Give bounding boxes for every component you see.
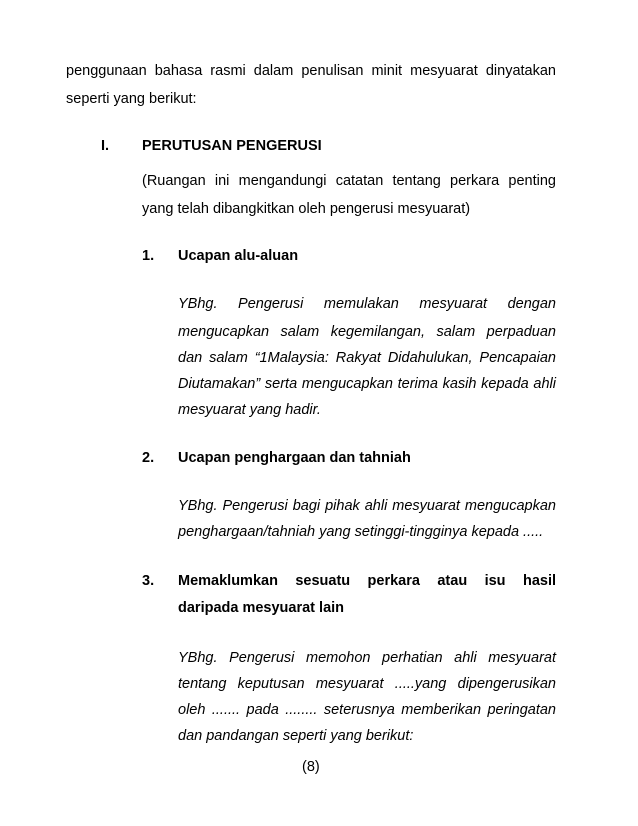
item-title: daripada mesyuarat lain <box>178 600 345 616</box>
item-body-line: tentang keputusan mesyuarat .....yang dipengerusikan <box>178 676 556 692</box>
item-body-line: YBhg. Pengerusi memohon perhatian ahli mesyuarat <box>178 650 556 666</box>
section-numeral: I. <box>101 138 110 154</box>
item-body-line: mengucapkan salam kegemilangan, salam perpaduan <box>178 324 556 340</box>
item-body-line: dan pandangan seperti yang berikut: <box>178 728 414 744</box>
item-body-line: dan salam “1Malaysia: Rakyat Didahulukan, Pencapaian <box>178 350 556 366</box>
item-body-line: mesyuarat yang hadir. <box>178 402 321 418</box>
item-number: 1. <box>142 248 155 264</box>
item-title: Ucapan penghargaan dan tahniah <box>178 450 411 466</box>
item-body-line: YBhg. Pengerusi bagi pihak ahli mesyuarat mengucapkan <box>178 498 556 514</box>
item-body-line: penghargaan/tahniah yang setinggi-tingginya kepada ..... <box>178 524 544 540</box>
page-number: (8) <box>302 759 320 775</box>
item-body-line: Diutamakan” serta mengucapkan terima kasih kepada ahli <box>178 376 556 392</box>
section-heading: PERUTUSAN PENGERUSI <box>142 138 322 154</box>
section-description: (Ruangan ini mengandungi catatan tentang perkara penting <box>142 173 556 189</box>
intro-line: penggunaan bahasa rasmi dalam penulisan minit mesyuarat dinyatakan <box>66 63 556 79</box>
item-body-line: YBhg. Pengerusi memulakan mesyuarat dengan <box>178 296 556 312</box>
item-title: Ucapan alu-aluan <box>178 248 299 264</box>
item-number: 2. <box>142 450 155 466</box>
item-number: 3. <box>142 573 155 589</box>
section-description: yang telah dibangkitkan oleh pengerusi mesyuarat) <box>142 201 471 217</box>
item-title: Memaklumkan sesuatu perkara atau isu hasil <box>178 573 556 589</box>
item-body-line: oleh ....... pada ........ seterusnya memberikan peringatan <box>178 702 556 718</box>
intro-line: seperti yang berikut: <box>66 91 197 107</box>
